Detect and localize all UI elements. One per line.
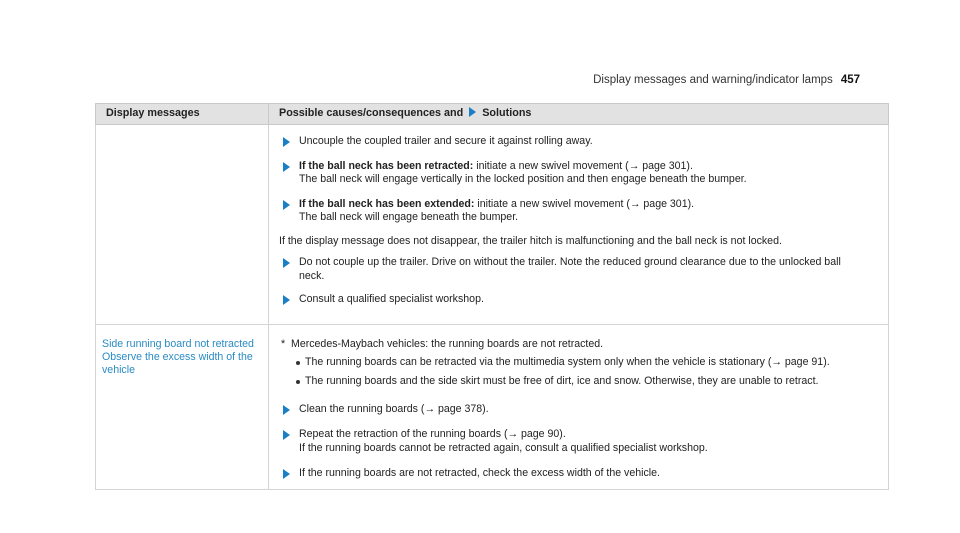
table-row (96, 325, 889, 490)
solution-step (269, 135, 888, 149)
table-header-row (96, 104, 889, 125)
solution-arrow-icon (283, 430, 290, 440)
solution-step (269, 160, 888, 187)
display-messages-table (95, 103, 889, 490)
solution-step (269, 428, 888, 455)
list-item (269, 369, 888, 389)
table-row (96, 125, 889, 325)
solution-arrow-icon (283, 200, 290, 210)
solution-step (269, 256, 888, 283)
solution-arrow-icon (283, 258, 290, 268)
list-item-text: The running boards can be retracted via the multimedia system only when the vehicle is stationary (→ page 91). (305, 355, 830, 368)
col-header-display-messages: Display messages (96, 104, 269, 125)
footnote-note (269, 334, 888, 352)
solution-step (269, 467, 888, 481)
page-number: 457 (840, 74, 860, 86)
solution-step (269, 403, 888, 417)
message-cell (96, 325, 269, 490)
bullet-icon (296, 361, 300, 365)
solution-condition: If the ball neck has been extended: (299, 197, 475, 210)
solution-arrow-icon (283, 137, 290, 147)
solution-text: Do not couple up the trailer. Drive on without the trailer. Note the reduced ground clearance due to the unlocked ball neck. (299, 256, 841, 282)
solution-text: Repeat the retraction of the running boards (→ page 90). (299, 428, 566, 440)
footnote-star: * (281, 338, 286, 350)
solutions-cell (269, 125, 889, 325)
solution-text: If the running boards are not retracted, check the excess width of the vehicle. (299, 467, 660, 479)
solution-text: Consult a qualified specialist workshop. (299, 293, 484, 305)
malfunction-paragraph: If the display message does not disappear, the trailer hitch is malfunctioning and the ball neck is not locked. (279, 234, 782, 247)
note-text: Mercedes-Maybach vehicles: the running boards are not retracted. (291, 338, 604, 350)
solution-step (269, 198, 888, 225)
running-header (593, 74, 860, 86)
solution-text: initiate a new swivel movement (→ page 301). (473, 159, 693, 172)
display-message-text: Side running board not retracted Observe the excess width of the vehicle (102, 338, 254, 376)
solution-condition: If the ball neck has been retracted: (299, 159, 474, 172)
solutions-cell (269, 325, 889, 490)
col-header-solutions: Solutions (482, 107, 532, 120)
solution-detail: The ball neck will engage vertically in the locked position and then engage beneath the bumper. (299, 173, 747, 185)
message-cell-empty (96, 125, 269, 325)
solution-arrow-icon (283, 469, 290, 479)
solution-step (269, 293, 888, 307)
solution-arrow-icon (283, 405, 290, 415)
bullet-icon (296, 380, 300, 384)
list-item-text: The running boards and the side skirt must be free of dirt, ice and snow. Otherwise, they are unable to retract. (305, 375, 819, 387)
solution-arrow-icon (469, 107, 476, 117)
running-header-title: Display messages and warning/indicator lamps (593, 74, 833, 86)
col-header-causes: Possible causes/consequences and (279, 107, 464, 120)
list-item (269, 352, 888, 370)
solution-arrow-icon (283, 295, 290, 305)
col-header-causes-solutions (269, 104, 889, 125)
solution-detail: The ball neck will engage beneath the bumper. (299, 211, 519, 223)
solution-text: initiate a new swivel movement (→ page 301). (474, 197, 695, 210)
solution-text: Uncouple the coupled trailer and secure it against rolling away. (299, 135, 593, 147)
solution-detail: If the running boards cannot be retracted again, consult a qualified specialist workshop. (299, 441, 708, 454)
solution-text: Clean the running boards (→ page 378). (299, 402, 489, 415)
solution-arrow-icon (283, 162, 290, 172)
